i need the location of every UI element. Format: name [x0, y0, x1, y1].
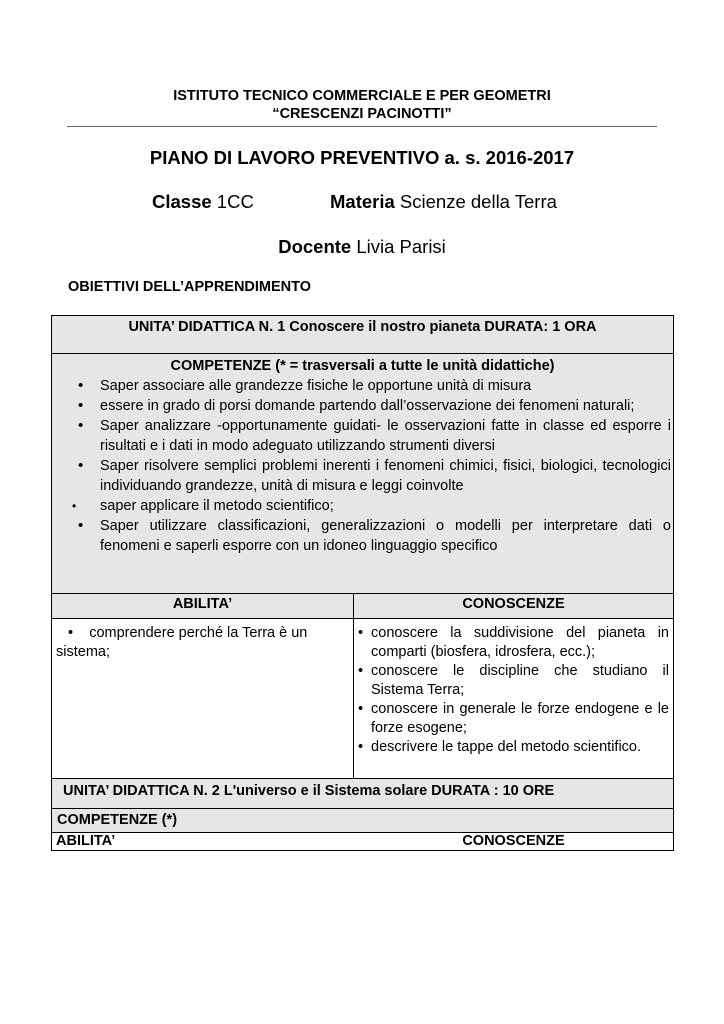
- list-item: • descrivere le tappe del metodo scientifico.: [358, 739, 642, 755]
- conoscenze-cell: [354, 619, 673, 778]
- bullet-icon: •: [72, 499, 77, 513]
- objectives-table: [51, 315, 674, 851]
- teacher-value: Livia Parisi: [356, 236, 446, 257]
- list-item: • saper applicare il metodo scientifico;: [72, 498, 334, 514]
- class-label: Classe: [152, 191, 212, 212]
- unit2-competenze-title: COMPETENZE (*): [52, 809, 673, 833]
- list-item: • conoscere la suddivisione del pianeta in comparti (biosfera, idrosfera, ecc.);: [358, 625, 669, 660]
- conoscenze-list: [358, 624, 669, 757]
- bullet-icon: •: [358, 625, 364, 641]
- bullet-icon: •: [78, 457, 84, 474]
- unit1-competenze: [52, 354, 673, 594]
- competenze-list: [54, 376, 671, 556]
- list-item: • Saper analizzare -opportunamente guidati- le osservazioni fatte in classe ed esporre i risultati e i dati in modo adeguato utilizzando strumenti diversi: [78, 417, 671, 454]
- subject-label: Materia: [330, 191, 395, 212]
- list-item: • conoscere in generale le forze endogene e le forze esogene;: [358, 701, 669, 736]
- bullet-icon: •: [78, 417, 84, 434]
- list-item: • Saper utilizzare classificazioni, generalizzazioni o modelli per interpretare dati o fenomeni e saperli esporre con un idoneo linguaggio specifico: [78, 517, 671, 554]
- unit2-conoscenze-header: CONOSCENZE: [462, 833, 565, 849]
- bullet-icon: •: [358, 701, 364, 717]
- school-subtitle: “CRESCENZI PACINOTTI”: [272, 106, 452, 122]
- abilita-header: ABILITA’: [52, 594, 354, 618]
- plan-title: PIANO DI LAVORO PREVENTIVO a. s. 2016-2017: [149, 147, 575, 168]
- subject-value: Scienze della Terra: [399, 191, 557, 212]
- list-item: • conoscere le discipline che studiano il Sistema Terra;: [358, 663, 669, 698]
- unit2-abilita-conoscenze-header: [52, 833, 673, 850]
- conoscenze-header: CONOSCENZE: [462, 596, 565, 612]
- teacher-field: [0, 235, 724, 259]
- unit2-abilita-header: ABILITA’: [56, 833, 116, 849]
- subject-field: [330, 190, 557, 214]
- list-item: • essere in grado di porsi domande partendo dall’osservazione dei fenomeni naturali;: [78, 397, 635, 414]
- teacher-label: Docente: [278, 236, 352, 257]
- class-value: 1CC: [216, 191, 254, 212]
- school-name: ISTITUTO TECNICO COMMERCIALE E PER GEOMETRI: [173, 88, 551, 104]
- list-item: • Saper associare alle grandezze fisiche le opportune unità di misura: [78, 377, 532, 394]
- list-item: • Saper risolvere semplici problemi inerenti i fenomeni chimici, fisici, biologici, tecnologici individuando grandezze, unità di misura e leggi coinvolte: [78, 457, 671, 494]
- bullet-icon: •: [78, 517, 84, 534]
- section-title: OBIETTIVI DELL’APPRENDIMENTO: [68, 279, 312, 295]
- bullet-icon: •: [78, 377, 84, 394]
- abilita-conoscenze-header: [52, 594, 673, 619]
- class-field: [152, 190, 254, 214]
- bullet-icon: •: [68, 625, 74, 641]
- header-divider: [67, 126, 657, 127]
- bullet-icon: •: [358, 663, 364, 679]
- unit1-title: UNITA’ DIDATTICA N. 1 Conoscere il nostro pianeta DURATA: 1 ORA: [52, 316, 673, 354]
- unit2-title: UNITA’ DIDATTICA N. 2 L'universo e il Sistema solare DURATA : 10 ORE: [52, 779, 673, 809]
- bullet-icon: •: [78, 397, 84, 414]
- competenze-title: COMPETENZE (* = trasversali a tutte le unità didattiche): [170, 358, 555, 374]
- abilita-conoscenze-body: [52, 619, 673, 779]
- bullet-icon: •: [358, 739, 364, 755]
- abilita-text: comprendere perché la Terra è un sistema;: [56, 625, 308, 660]
- abilita-cell: [52, 619, 354, 778]
